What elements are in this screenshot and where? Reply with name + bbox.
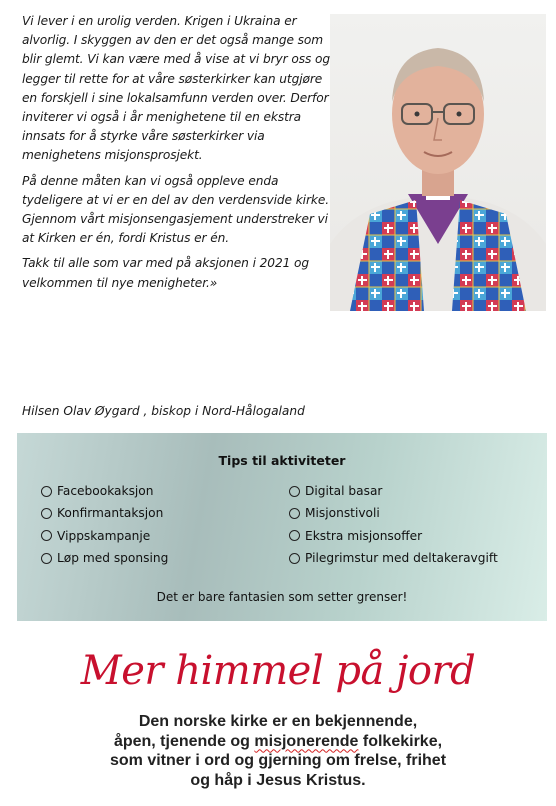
tip-item <box>289 502 498 524</box>
radio-circle-icon <box>41 508 52 519</box>
radio-circle-icon <box>289 508 300 519</box>
radio-circle-icon <box>41 486 52 497</box>
statement-line-2-start: åpen, tjenende og <box>113 732 255 750</box>
spellcheck-underlined-word: misjonerende <box>254 732 359 750</box>
statement-line-2-end: folkekirke, <box>358 732 443 750</box>
radio-circle-icon <box>41 553 52 564</box>
tip-label: Ekstra misjonsoffer <box>305 528 423 543</box>
statement-line-4: og håp i Jesus Kristus. <box>190 771 366 789</box>
letter-paragraph-2: På denne måten kan vi også oppleve enda tydeligere at vi er en del av den verdensvide kirke. Gjennom vårt misjonsengasjement understreker vi at Kirken er én, fordi Kristus er én. <box>22 173 329 246</box>
tip-item <box>289 547 498 569</box>
letter-paragraph-1: Vi lever i en urolig verden. Krigen i Ukraina er alvorlig. I skyggen av den er det også mange som blir glemt. Vi kan være med å vise at vi bryr oss og legger til rette for at våre søsterkirker kan utgjøre en forskjell i sine lokalsamfunn verden over. Derfor inviterer vi også i år menighetene til en ekstra innsats for å styrke våre søsterkirker via menighetens misjonsprosjekt. <box>22 14 330 163</box>
bishop-portrait <box>330 14 546 311</box>
signature: Hilsen Olav Øygard , biskop i Nord-Hålogaland <box>22 404 305 418</box>
tip-label: Pilegrimstur med deltakeravgift <box>305 551 498 566</box>
tip-label: Digital basar <box>305 484 383 499</box>
statement-line-3: som vitner i ord og gjerning om frelse, frihet <box>109 752 447 769</box>
tips-list-left <box>41 480 168 569</box>
tip-label: Misjonstivoli <box>305 506 380 521</box>
radio-circle-icon <box>41 530 52 541</box>
tip-item <box>41 525 168 547</box>
letter-text <box>22 12 330 299</box>
tip-label: Facebookaksjon <box>57 484 154 499</box>
tips-list-right <box>289 480 498 569</box>
tip-item <box>41 547 168 569</box>
tip-item <box>289 525 498 547</box>
headline: Mer himmel på jord <box>80 648 476 694</box>
radio-circle-icon <box>289 486 300 497</box>
mission-statement <box>0 712 556 790</box>
tip-item <box>289 480 498 502</box>
bishop-portrait-illustration <box>330 14 546 311</box>
tip-label: Løp med sponsing <box>57 551 169 566</box>
radio-circle-icon <box>289 530 300 541</box>
statement-line-2 <box>0 732 556 752</box>
tips-box <box>17 433 547 621</box>
radio-circle-icon <box>289 553 300 564</box>
tips-title: Tips til aktiviteter <box>218 453 346 468</box>
letter-paragraph-3: Takk til alle som var med på aksjonen i 2021 og velkommen til nye menigheter.» <box>22 256 310 290</box>
tip-item <box>41 502 168 524</box>
tip-item <box>41 480 168 502</box>
tip-label: Vippskampanje <box>57 528 151 543</box>
tips-footer: Det er bare fantasien som setter grenser! <box>156 590 408 604</box>
statement-line-1: Den norske kirke er en bekjennende, <box>138 713 418 730</box>
tip-label: Konfirmantaksjon <box>57 506 164 521</box>
